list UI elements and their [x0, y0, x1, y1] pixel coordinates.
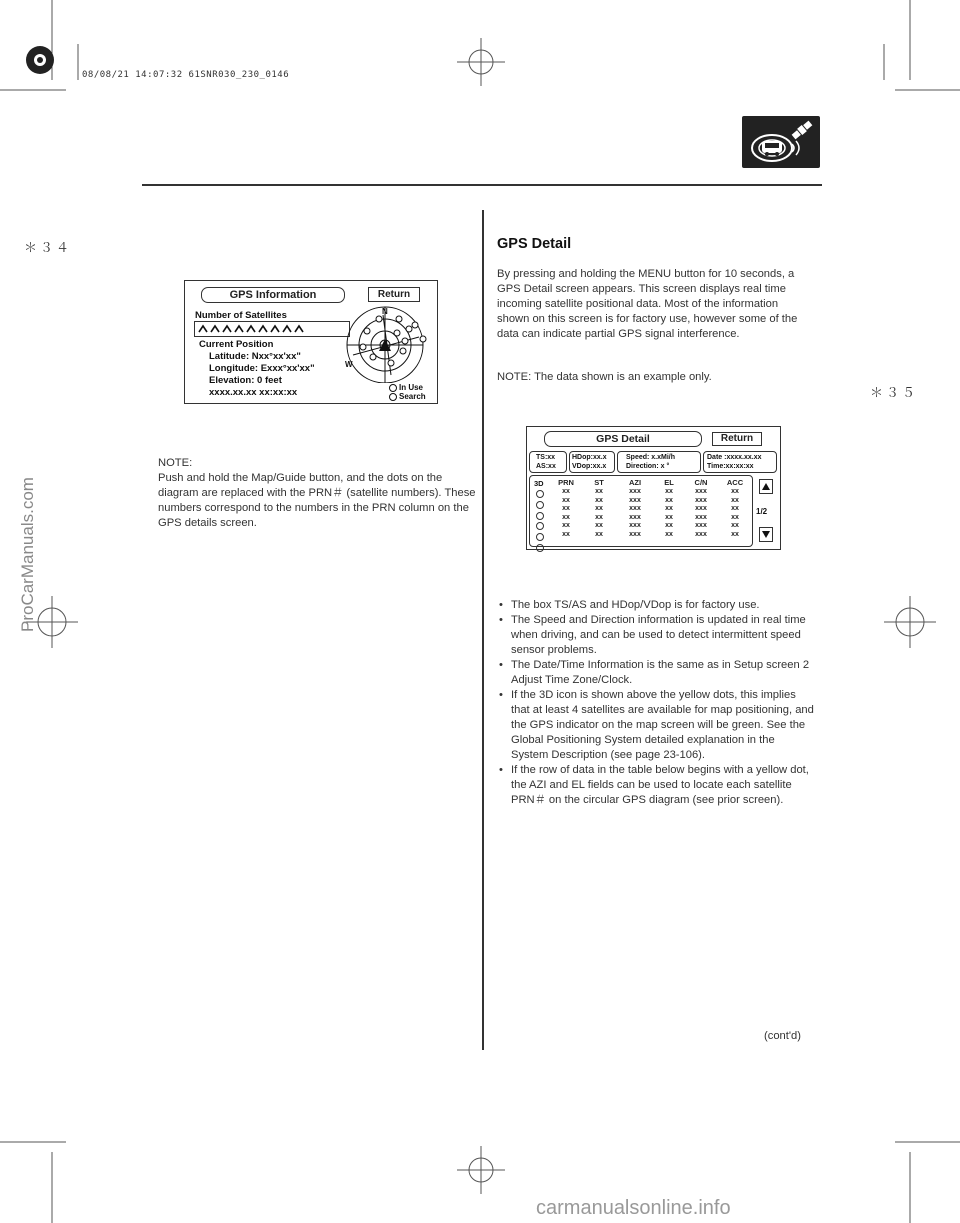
column-header: ACC — [726, 478, 744, 487]
elevation-value: Elevation: 0 feet — [209, 375, 282, 386]
table-cell: xxx — [695, 496, 707, 504]
table-cell: xx — [665, 496, 673, 504]
table-cell: xx — [595, 513, 603, 521]
date-time-box — [703, 451, 777, 473]
datetime-value: xxxx.xx.xx xx:xx:xx — [209, 387, 298, 398]
hdop-vdop-box — [569, 451, 615, 473]
table-cell: xxx — [629, 496, 641, 504]
table-cell: xx — [595, 488, 603, 495]
mode-3d: 3D — [534, 479, 544, 488]
table-cell: xx — [731, 522, 739, 529]
list-item: • The Speed and Direction information is updated in real time when driving, and can be used to detect intermittent speed sensor problems. — [499, 613, 815, 658]
table-cell: xx — [665, 522, 673, 529]
table-cell: xxx — [629, 505, 641, 512]
list-item: • If the row of data in the table below begins with a yellow dot, the AZI and EL fields can be used to locate each satellite PRN＃ on the circular GPS diagram (see prior screen). — [499, 763, 815, 808]
gps-information-screen — [184, 280, 438, 404]
time-value: Time:xx:xx:xx — [707, 463, 754, 470]
table-cell: xx — [595, 496, 603, 504]
table-cell: xxx — [629, 513, 641, 521]
speed-direction-box — [617, 451, 701, 473]
table-cell: xx — [595, 505, 603, 512]
table-cell: xx — [665, 530, 673, 538]
table-cell: xx — [731, 530, 739, 538]
vdop-value: VDop:xx.x — [572, 463, 607, 470]
table-cell: xx — [665, 505, 673, 512]
legend-search-icon — [389, 393, 397, 401]
table-cell: xxx — [695, 530, 707, 538]
table-cell: xxx — [695, 513, 707, 521]
table-cell: xx — [562, 488, 570, 495]
speed-value: Speed: x.xMi/h — [626, 454, 676, 461]
table-cell: xx — [665, 488, 673, 495]
longitude-value: Longitude: Exxx°xx'xx" — [209, 363, 315, 374]
table-cell: xx — [731, 496, 739, 504]
note-text: Push and hold the Map/Guide button, and the dots on the diagram are replaced with the PRN＃ (satellite numbers). These numbers correspond to the numbers in the PRN column on the GPS details screen. — [158, 472, 476, 529]
table-cell: xxx — [695, 522, 707, 529]
table-cell: xx — [562, 505, 570, 512]
bullet-list — [499, 598, 815, 808]
column-header: C/N — [694, 478, 708, 487]
note-label: NOTE: — [158, 457, 193, 469]
screen-title: GPS Information — [201, 287, 345, 303]
column-header: ST — [594, 478, 604, 487]
header-rule — [142, 184, 822, 186]
continued-label: (cont'd) — [764, 1030, 801, 1042]
note-left — [158, 456, 478, 531]
column-header: PRN — [558, 478, 574, 487]
legend-in-use-icon — [389, 384, 397, 392]
table-cell: xx — [562, 530, 570, 538]
scroll-up-button[interactable] — [759, 479, 773, 494]
table-cell: xxx — [695, 505, 707, 512]
scroll-down-button[interactable] — [759, 527, 773, 542]
gps-detail-screen — [526, 426, 781, 550]
satellite-sky-diagram — [343, 301, 435, 383]
column-header: EL — [664, 478, 674, 487]
triangle-up-icon — [760, 480, 772, 493]
table-cell: xx — [595, 522, 603, 529]
column-prn — [554, 478, 578, 539]
table-cell: xx — [562, 522, 570, 529]
page-indicator: 1/2 — [756, 507, 768, 516]
status-dot — [536, 490, 544, 498]
status-dot — [536, 501, 544, 509]
satellite-table — [529, 475, 753, 547]
legend-in-use: In Use — [399, 383, 424, 392]
intro-text: By pressing and holding the MENU button for 10 seconds, a GPS Detail screen appears. This screen displays real time incoming satellite positional data. Most of the information shown on this screen is for factory use, however some of the data can indicate partial GPS signal interference. — [497, 268, 798, 340]
column-acc — [722, 478, 748, 539]
return-button[interactable]: Return — [368, 287, 420, 302]
detail-table-columns — [550, 478, 750, 544]
table-cell: xxx — [629, 530, 641, 538]
column-azi — [622, 478, 648, 539]
triangle-down-icon — [760, 528, 772, 541]
print-stamp: 08/08/21 14:07:32 61SNR030_230_0146 — [82, 70, 290, 80]
detail-return-button[interactable]: Return — [712, 432, 762, 446]
satellite-count-bar — [194, 321, 350, 337]
page-marker-left: ＊３４ — [24, 240, 73, 255]
satellite-icons — [199, 326, 303, 332]
ts-as-box — [529, 451, 567, 473]
status-dots — [536, 490, 544, 552]
status-dot — [536, 544, 544, 552]
satellites-label: Number of Satellites — [195, 310, 287, 321]
status-dot — [536, 522, 544, 530]
status-dot — [536, 533, 544, 541]
table-cell: xxx — [629, 522, 641, 529]
ts-value: TS:xx — [536, 454, 556, 461]
status-dot — [536, 512, 544, 520]
watermark-side: ProCarManuals.com — [18, 477, 37, 632]
column-cn — [688, 478, 714, 539]
table-cell: xx — [562, 496, 570, 504]
table-cell: xxx — [629, 488, 641, 495]
crop-target-icon — [26, 46, 54, 74]
navigation-satellite-icon — [742, 116, 820, 168]
detail-screen-title: GPS Detail — [544, 431, 702, 447]
list-item: • The box TS/AS and HDop/VDop is for factory use. — [499, 598, 815, 613]
table-cell: xx — [731, 513, 739, 521]
column-st — [588, 478, 610, 539]
hdop-value: HDop:xx.x — [572, 454, 607, 461]
date-value: Date :xxxx.xx.xx — [707, 454, 762, 461]
current-position-label: Current Position — [199, 339, 274, 350]
watermark-bottom: carmanualsonline.info — [536, 1197, 731, 1219]
column-divider — [482, 210, 484, 1050]
compass-west: W — [345, 360, 353, 369]
table-cell: xx — [731, 505, 739, 512]
compass-north: N — [382, 307, 388, 316]
list-item: • The Date/Time Information is the same as in Setup screen 2 Adjust Time Zone/Clock. — [499, 658, 815, 688]
latitude-value: Latitude: Nxx°xx'xx" — [209, 351, 301, 362]
table-cell: xx — [562, 513, 570, 521]
section-title: GPS Detail — [497, 236, 572, 252]
data-note: NOTE: The data shown is an example only. — [497, 371, 712, 383]
table-cell: xx — [665, 513, 673, 521]
table-cell: xx — [595, 530, 603, 538]
column-el — [658, 478, 680, 539]
as-value: AS:xx — [536, 463, 556, 470]
direction-value: Direction: x ° — [626, 463, 670, 470]
page-marker-right: ＊３５ — [870, 385, 919, 400]
column-header: AZI — [628, 478, 642, 487]
table-cell: xxx — [695, 488, 707, 495]
list-item: • If the 3D icon is shown above the yellow dots, this implies that at least 4 satellites are available for map positioning, and the GPS indicator on the map screen will be green. See the Global Positioning System detailed explanation in the System Description (see page 23-106). — [499, 688, 815, 763]
table-cell: xx — [731, 488, 739, 495]
legend-search: Search — [399, 392, 426, 401]
